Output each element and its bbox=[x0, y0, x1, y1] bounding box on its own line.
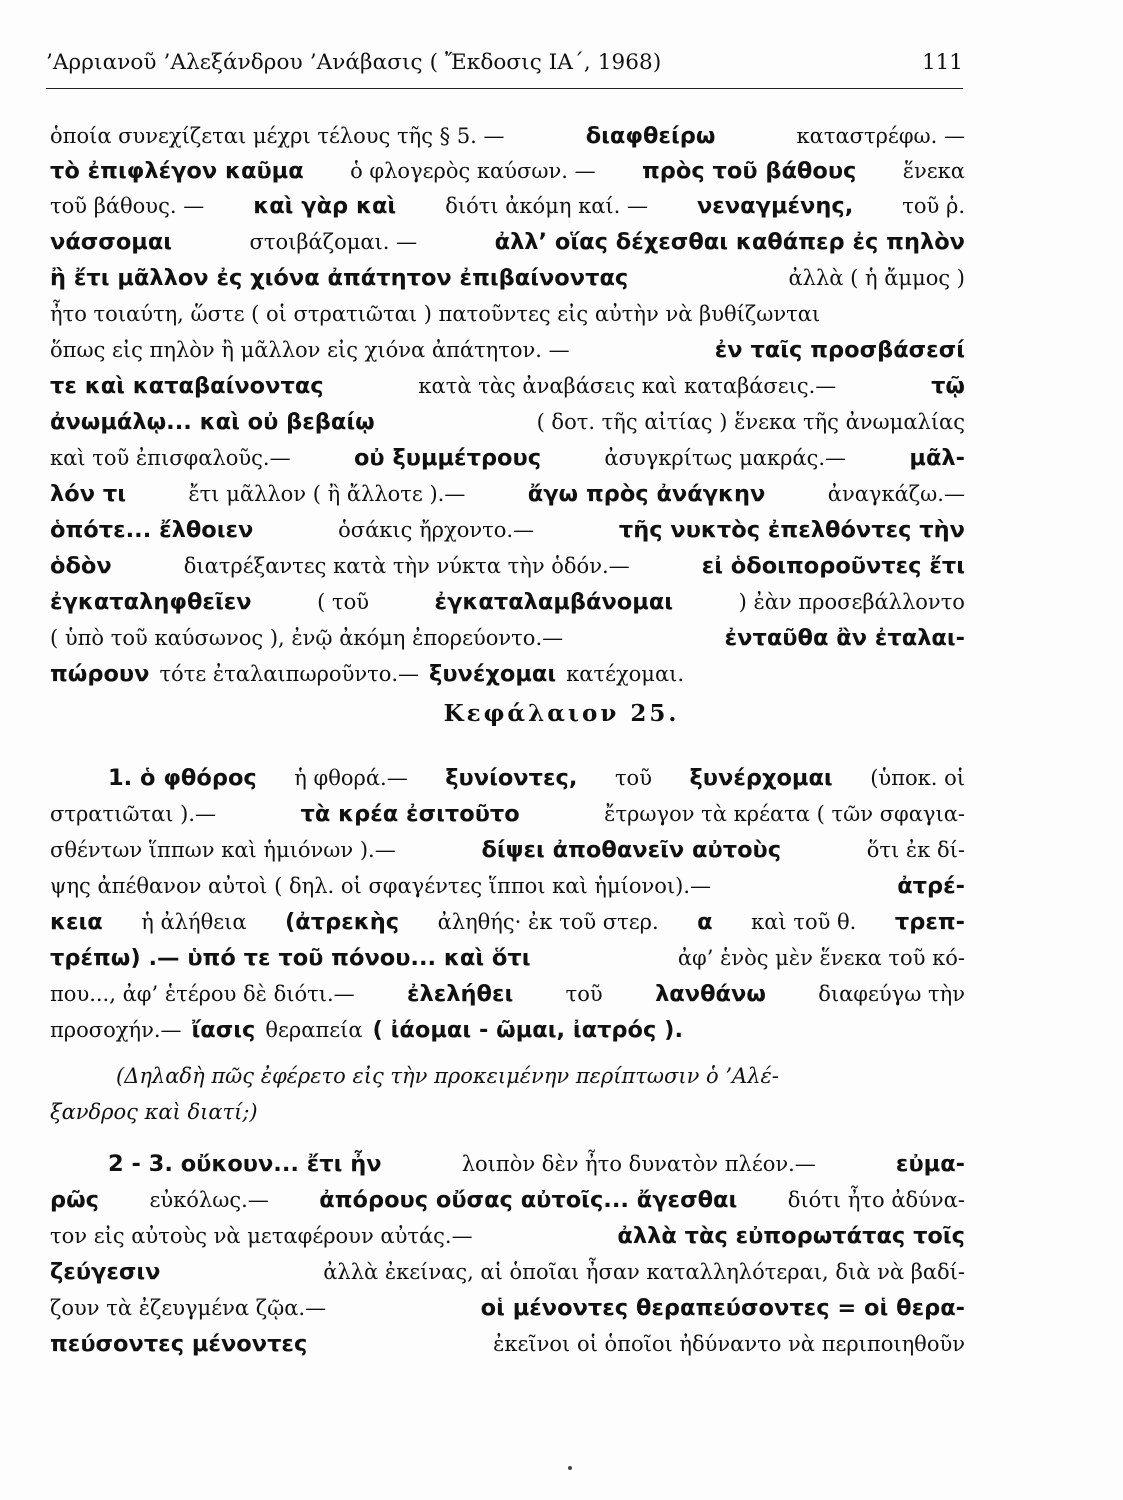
gloss-text: ψης ἀπέθανον αὐτοὶ ( δηλ. οἱ σφαγέντες ἵπποι καὶ ἡμίονοι).— bbox=[50, 874, 712, 898]
gloss-text: ( τοῦ bbox=[317, 590, 370, 614]
bold-term: ξυνέρχομαι bbox=[689, 765, 833, 791]
gloss-text: κατέχομαι. bbox=[566, 662, 685, 686]
bold-term: λανθάνω bbox=[655, 981, 766, 1007]
text-line bbox=[50, 118, 965, 154]
bold-term: εὐμα- bbox=[895, 1151, 965, 1177]
text-line bbox=[50, 904, 965, 940]
gloss-text: ὅτι ἐκ δί- bbox=[866, 838, 965, 862]
text-line bbox=[50, 224, 965, 260]
bold-term: (ἀτρεκὴς bbox=[285, 909, 400, 935]
text-line bbox=[50, 404, 965, 440]
text-line bbox=[50, 620, 965, 656]
text-line bbox=[50, 548, 965, 584]
bold-term: τρεπ- bbox=[894, 909, 965, 935]
gloss-text: ἔτι μᾶλλον ( ἢ ἄλλοτε ).— bbox=[188, 482, 466, 506]
bold-term: ἢ ἔτι μᾶλλον ἐς χιόνα ἀπάτητον ἐπιβαίνοντας bbox=[50, 265, 629, 291]
bold-term: λόν τι bbox=[50, 481, 126, 507]
bold-term: ἐν ταῖς προσβάσεσί bbox=[714, 337, 965, 363]
bold-term: τρέπω) .— ὑπό τε τοῦ πόνου... καὶ ὅτι bbox=[50, 945, 531, 971]
bold-term: ζεύγεσιν bbox=[50, 1259, 161, 1285]
text-line bbox=[50, 368, 965, 404]
gloss-text: τοῦ bbox=[565, 982, 603, 1006]
gloss-text: (ὑποκ. οἱ bbox=[870, 766, 965, 790]
gloss-text: εὐκόλως.— bbox=[149, 1188, 269, 1212]
bold-term: ἀπόρους οὔσας αὐτοῖς... ἄγεσθαι bbox=[319, 1187, 738, 1213]
bold-term: οὐ ξυμμέτρους bbox=[353, 445, 542, 471]
gloss-text: τον εἰς αὐτοὺς νὰ μεταφέρουν αὐτάς.— bbox=[50, 1224, 473, 1248]
bold-term: ἀλλ’ οἵας δέχεσθαι καθάπερ ἐς πηλὸν bbox=[494, 229, 965, 255]
page-mark-dot bbox=[568, 1466, 572, 1470]
gloss-text: τοῦ bbox=[614, 766, 652, 790]
text-line bbox=[50, 440, 965, 476]
bold-term: πρὸς τοῦ βάθους bbox=[641, 158, 857, 184]
bold-term: διαφθείρω bbox=[585, 123, 716, 149]
text-line bbox=[50, 1254, 965, 1290]
gloss-text: ἀληθής· ἐκ τοῦ στερ. bbox=[437, 910, 659, 934]
gloss-text: στοιβάζομαι. — bbox=[249, 230, 418, 254]
text-line bbox=[108, 760, 965, 796]
bold-term: ρῶς bbox=[50, 1187, 99, 1213]
text-line bbox=[108, 1146, 965, 1182]
gloss-text: ( ὑπὸ τοῦ καύσωνος ), ἐνῷ ἀκόμη ἐπορεύοντο.— bbox=[50, 626, 564, 650]
gloss-text: λοιπὸν δὲν ἦτο δυνατὸν πλέον.— bbox=[461, 1152, 816, 1176]
text-line bbox=[50, 868, 965, 904]
bold-term: πεύσοντες μένοντες bbox=[50, 1331, 308, 1357]
gloss-text: ἔτρωγον τὰ κρέατα ( τῶν σφαγια- bbox=[604, 802, 965, 826]
gloss-text: τότε ἐταλαιπωροῦντο.— bbox=[159, 662, 420, 686]
bold-term: ἴασις bbox=[191, 1017, 256, 1043]
text-line bbox=[50, 1182, 965, 1218]
bold-term: ( ἰάομαι - ῶμαι, ἰατρός ). bbox=[372, 1017, 683, 1043]
text-line bbox=[50, 153, 965, 189]
gloss-text: προσοχήν.— bbox=[50, 1018, 182, 1042]
gloss-text: σθέντων ἵππων καὶ ἡμιόνων ).— bbox=[50, 838, 396, 862]
chapter-heading: Κεφάλαιον 25. bbox=[443, 700, 680, 727]
text-line bbox=[50, 512, 965, 548]
gloss-text: ἀλλὰ ( ἡ ἄμμος ) bbox=[788, 266, 965, 290]
italic-text: (Δηλαδὴ πῶς ἐφέρετο εἰς τὴν προκειμένην περίπτωσιν ὁ ’Αλέ- bbox=[116, 1064, 779, 1088]
gloss-text: ἀσυγκρίτως μακράς.— bbox=[604, 446, 847, 470]
bold-term: ἐνταῦθα ἂν ἐταλαι- bbox=[724, 625, 965, 651]
text-line bbox=[50, 796, 965, 832]
bold-term: ἐγκαταληφθεῖεν bbox=[50, 589, 252, 615]
gloss-text: ὅπως εἰς πηλὸν ἢ μᾶλλον εἰς χιόνα ἀπάτητον. — bbox=[50, 338, 570, 362]
gloss-text: διατρέξαντες κατὰ τὴν νύκτα τὴν ὁδόν.— bbox=[183, 554, 630, 578]
bold-term: ὁπότε... ἔλθοιεν bbox=[50, 517, 254, 543]
text-line bbox=[50, 940, 965, 976]
bold-term: νάσσομαι bbox=[50, 229, 173, 255]
text-line bbox=[50, 584, 965, 620]
bold-term: ἀλλὰ τὰς εὐπορωτάτας τοῖς bbox=[617, 1223, 965, 1249]
bold-term: ξυνίοντες, bbox=[445, 765, 578, 791]
gloss-text: ἦτο τοιαύτη, ὥστε ( οἱ στρατιῶται ) πατοῦντες εἰς αὐτὴν νὰ βυθίζωνται bbox=[50, 302, 821, 326]
gloss-text: που..., ἀφ’ ἑτέρου δὲ διότι.— bbox=[50, 982, 355, 1006]
header-title: ’Αρριανοῦ ’Αλεξάνδρου ’Ανάβασις ( Ἔκδοσις ΙΑ΄, 1968) bbox=[46, 50, 662, 75]
text-line bbox=[50, 832, 965, 868]
gloss-text: ἀναγκάζω.— bbox=[827, 482, 965, 506]
text-line bbox=[50, 188, 965, 224]
gloss-text: τοῦ βάθους. — bbox=[50, 194, 205, 218]
bold-term: τῆς νυκτὸς ἐπελθόντες τὴν bbox=[618, 517, 965, 543]
gloss-text: διαφεύγω τὴν bbox=[818, 982, 965, 1006]
gloss-text: καὶ τοῦ θ. bbox=[751, 910, 857, 934]
gloss-text: ἡ ἀλήθεια bbox=[141, 910, 247, 934]
italic-text: ξανδρος καὶ διατί;) bbox=[50, 1100, 258, 1124]
gloss-text: καὶ τοῦ ἐπισφαλοῦς.— bbox=[50, 446, 291, 470]
bold-term: τὰ κρέα ἐσιτοῦτο bbox=[300, 801, 520, 827]
text-line bbox=[50, 656, 965, 692]
gloss-text: ὁποία συνεχίζεται μέχρι τέλους τῆς § 5. — bbox=[50, 124, 505, 148]
text-line bbox=[50, 476, 965, 512]
gloss-text: διότι ἦτο ἀδύνα- bbox=[787, 1188, 965, 1212]
text-line bbox=[50, 1290, 965, 1326]
bold-term: πώρουν bbox=[50, 661, 150, 687]
bold-term: 2 - 3. οὔκουν... ἔτι ἦν bbox=[108, 1151, 382, 1177]
bold-term: ξυνέχομαι bbox=[429, 661, 557, 687]
bold-term: ἀτρέ- bbox=[897, 873, 965, 899]
bold-term: καὶ γὰρ καὶ bbox=[253, 193, 397, 219]
gloss-text: ὁσάκις ἤρχοντο.— bbox=[338, 518, 535, 542]
bold-term: ἀνωμάλῳ... καὶ οὐ βεβαίῳ bbox=[50, 409, 375, 435]
gloss-text: ὁ φλογερὸς καύσων. — bbox=[350, 159, 596, 183]
bold-term: δίψει ἀποθανεῖν αὐτοὺς bbox=[481, 837, 782, 863]
running-header bbox=[46, 50, 963, 84]
gloss-text: ἀφ’ ἑνὸς μὲν ἕνεκα τοῦ κό- bbox=[677, 946, 965, 970]
bold-term: α bbox=[697, 909, 713, 935]
gloss-text: ἕνεκα bbox=[902, 159, 965, 183]
bold-term: τὸ ἐπιφλέγον καῦμα bbox=[50, 158, 304, 184]
gloss-text: τοῦ ῥ. bbox=[902, 194, 965, 218]
bold-term: κεια bbox=[50, 909, 103, 935]
gloss-text: ) ἐὰν προσεβάλλοντο bbox=[738, 590, 965, 614]
page-number: 111 bbox=[921, 50, 963, 75]
text-line bbox=[50, 1094, 965, 1130]
text-line bbox=[50, 260, 965, 296]
gloss-text: ζουν τὰ ἐζευγμένα ζῷα.— bbox=[50, 1296, 327, 1320]
gloss-text: καταστρέφω. — bbox=[796, 124, 965, 148]
gloss-text: ἡ φθορά.— bbox=[294, 766, 408, 790]
text-line bbox=[116, 1058, 965, 1094]
text-line bbox=[50, 1218, 965, 1254]
text-line bbox=[50, 976, 965, 1012]
bold-term: μᾶλ- bbox=[909, 445, 965, 471]
bold-term: ἐλελήθει bbox=[407, 981, 514, 1007]
gloss-text: κατὰ τὰς ἀναβάσεις καὶ καταβάσεις.— bbox=[418, 374, 837, 398]
gloss-text: θεραπεία bbox=[265, 1018, 363, 1042]
gloss-text: ἐκεῖνοι οἱ ὁποῖοι ἠδύναντο νὰ περιποιηθοῦν bbox=[493, 1332, 965, 1356]
bold-term: ἐγκαταλαμβάνομαι bbox=[434, 589, 674, 615]
gloss-text: ( δοτ. τῆς αἰτίας ) ἕνεκα τῆς ἀνωμαλίας bbox=[536, 410, 965, 434]
gloss-text: στρατιῶται ).— bbox=[50, 802, 217, 826]
text-line bbox=[50, 1326, 965, 1362]
bold-term: τε καὶ καταβαίνοντας bbox=[50, 373, 324, 399]
gloss-text: ἀλλὰ ἐκείνας, αἱ ὁποῖαι ἦσαν καταλληλότεραι, διὰ νὰ βαδί- bbox=[323, 1260, 965, 1284]
bold-term: ὁδὸν bbox=[50, 553, 112, 579]
bold-term: νεναγμένης, bbox=[696, 193, 854, 219]
text-line bbox=[50, 332, 965, 368]
bold-term: τῷ bbox=[931, 373, 965, 399]
text-line bbox=[50, 1012, 965, 1048]
bold-term: εἰ ὁδοιποροῦντες ἔτι bbox=[701, 553, 965, 579]
gloss-text: διότι ἀκόμη καί. — bbox=[445, 194, 648, 218]
bold-term: οἱ μένοντες θεραπεύσοντες = οἱ θερα- bbox=[480, 1295, 965, 1321]
text-line bbox=[50, 296, 965, 332]
bold-term: ἄγω πρὸς ἀνάγκην bbox=[527, 481, 766, 507]
bold-term: 1. ὁ φθόρος bbox=[108, 765, 257, 791]
header-rule bbox=[46, 88, 963, 89]
